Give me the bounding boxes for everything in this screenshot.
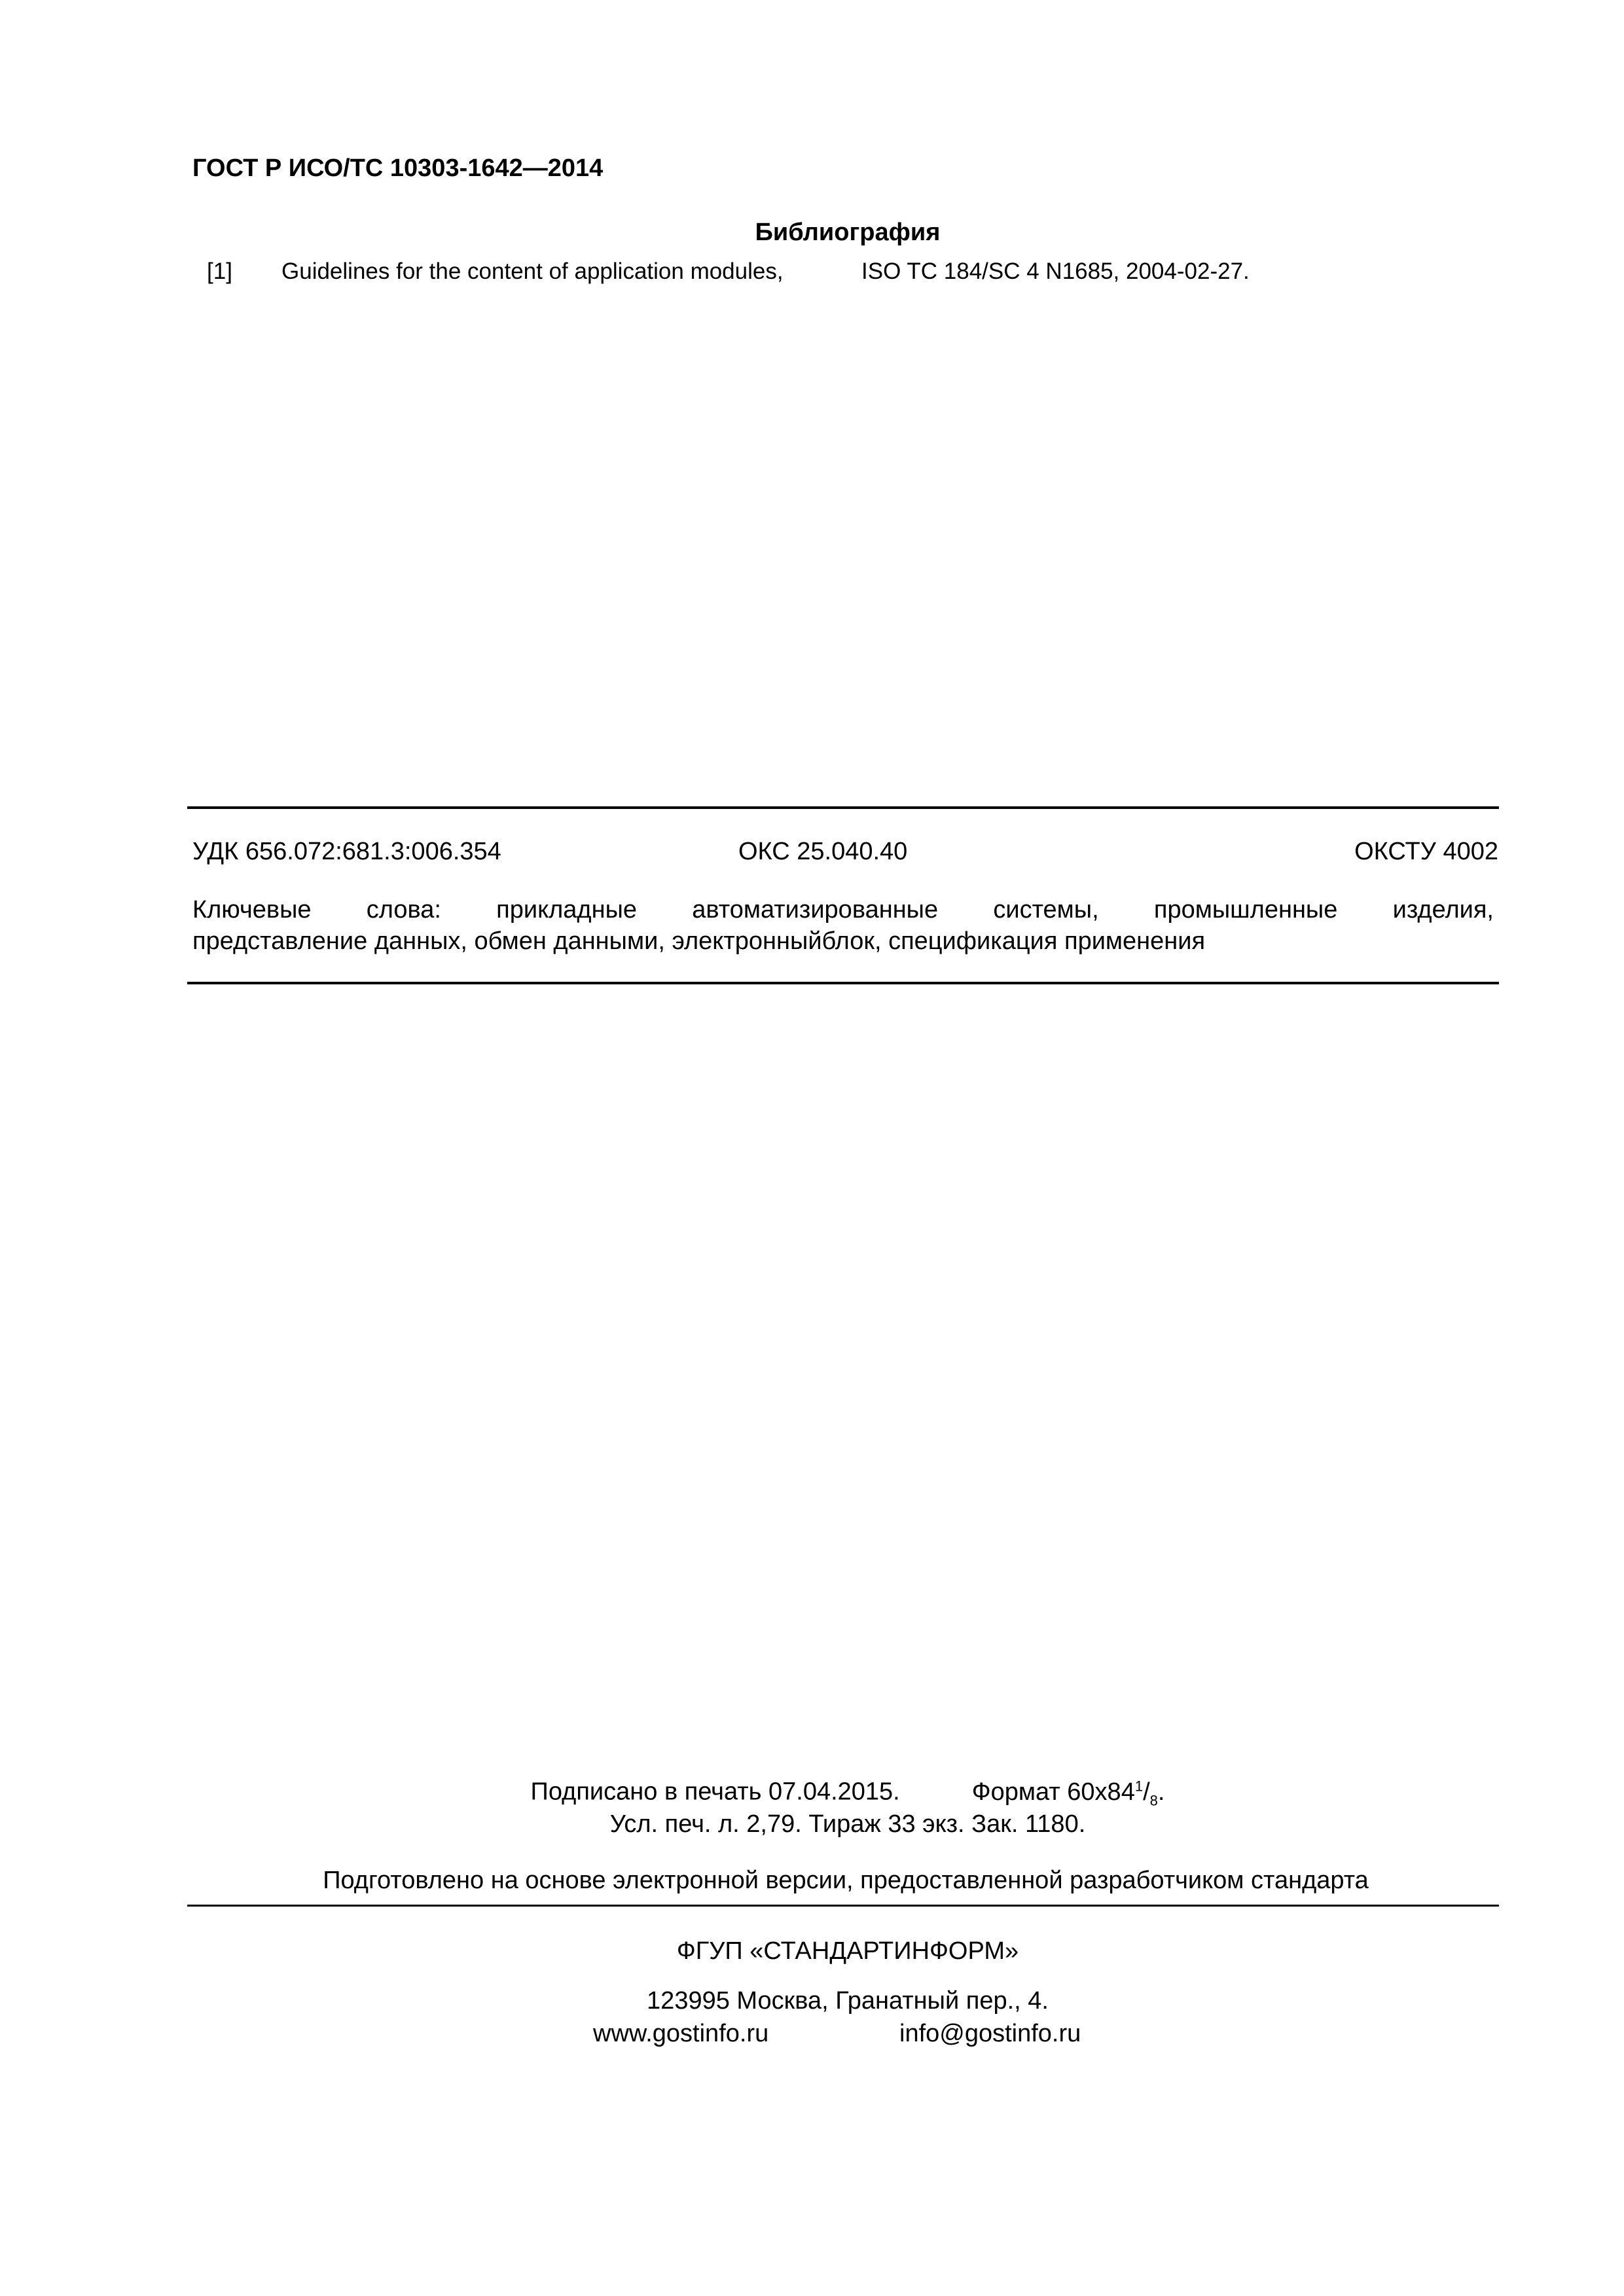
udk-code: УДК 656.072:681.3:006.354 xyxy=(192,838,501,865)
imprint-format: Формат $60x84^1/_8$. xyxy=(971,1778,1165,1809)
imprint-signed: Подписано в печать 07.04.2015. xyxy=(530,1778,900,1806)
keywords-block xyxy=(192,894,1494,957)
document-code: ГОСТ Р ИСО/ТС 10303-1642—2014 xyxy=(192,154,604,182)
imprint-signed-format xyxy=(0,1778,1624,1809)
publisher-website-link[interactable]: www.gostinfo.ru xyxy=(593,2020,769,2047)
imprint-prepared: Подготовлено на основе электронной версии, предоставленной разработчиком стандарта xyxy=(323,1867,1369,1894)
bibliography-entry-title: Guidelines for the content of application modules, xyxy=(281,259,784,284)
publisher-email-link[interactable]: info@gostinfo.ru xyxy=(899,2020,1081,2047)
keywords-line-1 xyxy=(192,894,1494,925)
keyword-word: изделия, xyxy=(1392,896,1494,924)
divider-bottom xyxy=(187,1905,1499,1907)
imprint-print-info: Усл. печ. л. 2,79. Тираж 33 экз. Зак. 1180. xyxy=(609,1810,1086,1838)
bibliography-title: Библиография xyxy=(755,219,941,246)
keyword-word: слова: xyxy=(366,896,441,924)
publisher-name: ФГУП «СТАНДАРТИНФОРМ» xyxy=(676,1937,1019,1965)
keyword-word: Ключевые xyxy=(192,896,312,924)
keyword-word: системы, xyxy=(993,896,1099,924)
publisher-address: 123995 Москва, Гранатный пер., 4. xyxy=(647,1987,1049,2015)
oks-code: ОКС 25.040.40 xyxy=(738,838,908,865)
okstu-code: ОКСТУ 4002 xyxy=(1354,838,1498,865)
keyword-word: промышленные xyxy=(1153,896,1338,924)
keyword-word: автоматизированные xyxy=(692,896,939,924)
divider-top xyxy=(187,806,1499,809)
bibliography-entry-reference: ISO TC 184/SC 4 N1685, 2004-02-27. xyxy=(861,259,1250,284)
bibliography-entry-number: [1] xyxy=(207,259,232,284)
keywords-line-2: представление данных, обмен данными, электронныйблок, спецификация применения xyxy=(192,927,1206,955)
divider-middle xyxy=(187,982,1499,984)
keyword-word: прикладные xyxy=(496,896,638,924)
